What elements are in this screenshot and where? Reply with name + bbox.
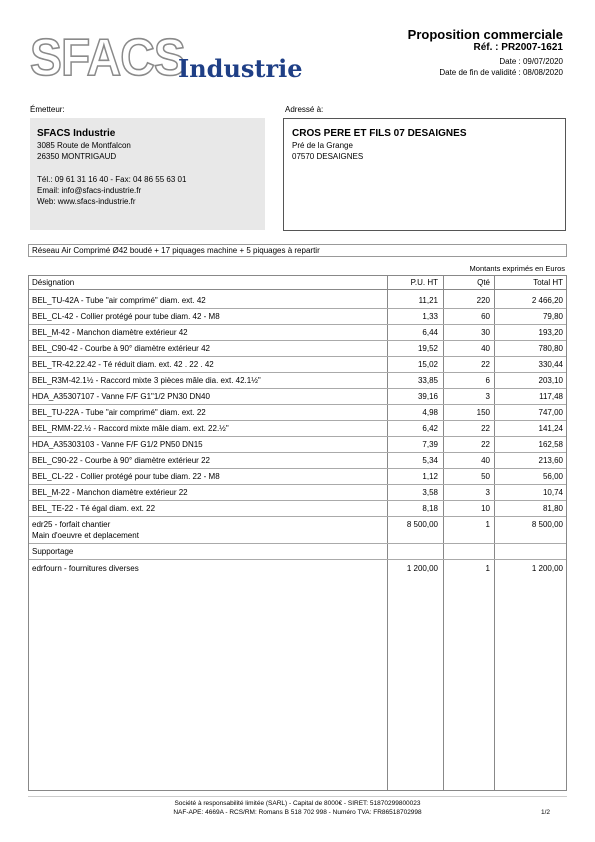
page-number: 1/2 [540, 809, 550, 816]
row-unit-price: 1 200,00 [406, 564, 438, 573]
row-total: 747,00 [538, 408, 563, 417]
header-total: Total HT [533, 278, 563, 287]
row-divider [29, 559, 566, 560]
row-total: 330,44 [538, 360, 563, 369]
row-divider [29, 543, 566, 544]
row-unit-price: 1,12 [422, 472, 438, 481]
row-quantity: 30 [481, 328, 490, 337]
row-divider [29, 500, 566, 501]
row-quantity: 6 [485, 376, 490, 385]
row-quantity: 22 [481, 440, 490, 449]
row-unit-price: 15,02 [417, 360, 438, 369]
row-designation: BEL_RMM-22.½ - Raccord mixte mâle diam. ext. 22.½" [32, 424, 229, 433]
labor-designation: edr25 - forfait chantier [32, 520, 111, 529]
document-date: Date : 09/07/2020 [499, 57, 563, 66]
row-quantity: 22 [481, 360, 490, 369]
row-designation: BEL_M-22 - Manchon diamètre extérieur 22 [32, 488, 188, 497]
company-logo: SFACS [30, 29, 185, 87]
document-title: Proposition commerciale [407, 27, 563, 42]
footer-legal-line1: Société à responsabilité limitée (SARL) - Capital de 8000€ - SIRET: 51870299800023 [174, 800, 421, 807]
row-total: 193,20 [538, 328, 563, 337]
header-divider [29, 289, 566, 290]
emitter-label: Émetteur: [30, 105, 65, 114]
row-designation: BEL_R3M-42.1½ - Raccord mixte 3 pièces mâle dia. ext. 42.1½" [32, 376, 261, 385]
validity-date: Date de fin de validité : 08/08/2020 [439, 68, 563, 77]
row-divider [29, 420, 566, 421]
labor-quantity: 1 [485, 520, 490, 529]
emitter-phone: Tél.: 09 61 31 16 40 - Fax: 04 86 55 63 01 [37, 175, 187, 184]
row-quantity: 150 [476, 408, 490, 417]
row-designation: BEL_C90-42 - Courbe à 90° diamètre extérieur 42 [32, 344, 210, 353]
labor-description: Main d'oeuvre et deplacement [32, 531, 139, 540]
emitter-name: SFACS Industrie [37, 128, 116, 139]
header-unit-price: P.U. HT [410, 278, 438, 287]
row-divider [29, 372, 566, 373]
footer-legal-line2: NAF-APE: 4669A - RCS/RM: Romans B 518 702 998 - Numéro TVA: FR86518702998 [173, 809, 422, 816]
row-divider [29, 308, 566, 309]
row-designation: HDA_A35303103 - Vanne F/F G1/2 PN50 DN15 [32, 440, 203, 449]
row-quantity: 220 [476, 296, 490, 305]
row-divider [29, 516, 566, 517]
quote-subject: Réseau Air Comprimé Ø42 boudé + 17 piquages machine + 5 piquages à repartir [28, 244, 567, 257]
row-unit-price: 6,44 [422, 328, 438, 337]
row-unit-price: 5,34 [422, 456, 438, 465]
row-total: 1 200,00 [531, 564, 563, 573]
row-quantity: 3 [485, 392, 490, 401]
row-quantity: 1 [485, 564, 490, 573]
emitter-address-line1: 3085 Route de Montfalcon [37, 141, 131, 150]
row-designation: HDA_A35307107 - Vanne F/F G1"1/2 PN30 DN40 [32, 392, 210, 401]
row-unit-price: 4,98 [422, 408, 438, 417]
row-divider [29, 356, 566, 357]
emitter-address-line2: 26350 MONTRIGAUD [37, 152, 117, 161]
row-unit-price: 39,16 [417, 392, 438, 401]
row-divider [29, 340, 566, 341]
company-logo-subtitle: Industrie [178, 54, 303, 83]
row-quantity: 40 [481, 344, 490, 353]
footer-divider [28, 796, 567, 797]
header-quantity: Qté [477, 278, 490, 287]
recipient-box [283, 118, 566, 231]
recipient-label: Adressé à: [285, 105, 324, 114]
recipient-address-line1: Pré de la Grange [292, 141, 353, 150]
currency-note: Montants exprimés en Euros [469, 264, 565, 273]
row-unit-price: 7,39 [422, 440, 438, 449]
row-quantity: 10 [481, 504, 490, 513]
row-total: 780,80 [538, 344, 563, 353]
row-total: 203,10 [538, 376, 563, 385]
row-quantity: 3 [485, 488, 490, 497]
row-unit-price: 19,52 [417, 344, 438, 353]
row-designation: BEL_M-42 - Manchon diamètre extérieur 42 [32, 328, 188, 337]
recipient-name: CROS PERE ET FILS 07 DESAIGNES [292, 128, 467, 139]
row-quantity: 50 [481, 472, 490, 481]
labor-total: 8 500,00 [531, 520, 563, 529]
row-total: 81,80 [542, 504, 563, 513]
row-designation: BEL_TU-42A - Tube "air comprimé" diam. ext. 42 [32, 296, 206, 305]
recipient-address-line2: 07570 DESAIGNES [292, 152, 364, 161]
row-divider [29, 404, 566, 405]
row-total: 162,58 [538, 440, 563, 449]
section-title: Supportage [32, 547, 74, 556]
row-quantity: 40 [481, 456, 490, 465]
row-unit-price: 33,85 [417, 376, 438, 385]
row-quantity: 60 [481, 312, 490, 321]
row-total: 141,24 [538, 424, 563, 433]
emitter-website: Web: www.sfacs-industrie.fr [37, 197, 136, 206]
row-unit-price: 3,58 [422, 488, 438, 497]
row-designation: BEL_TR-42.22.42 - Té réduit diam. ext. 42 . 22 . 42 [32, 360, 214, 369]
items-table [28, 275, 567, 791]
row-total: 79,80 [542, 312, 563, 321]
row-designation: BEL_TE-22 - Té égal diam. ext. 22 [32, 504, 156, 513]
row-designation: edrfourn - fournitures diverses [32, 564, 139, 573]
header-designation: Désignation [32, 278, 75, 287]
row-total: 2 466,20 [531, 296, 563, 305]
row-unit-price: 1,33 [422, 312, 438, 321]
row-designation: BEL_CL-42 - Collier protégé pour tube diam. 42 - M8 [32, 312, 220, 321]
row-designation: BEL_CL-22 - Collier protégé pour tube diam. 22 - M8 [32, 472, 220, 481]
row-divider [29, 452, 566, 453]
row-designation: BEL_TU-22A - Tube "air comprimé" diam. ext. 22 [32, 408, 206, 417]
labor-unit-price: 8 500,00 [406, 520, 438, 529]
emitter-box [30, 118, 265, 230]
row-total: 213,60 [538, 456, 563, 465]
row-designation: BEL_C90-22 - Courbe à 90° diamètre extérieur 22 [32, 456, 210, 465]
row-total: 117,48 [539, 392, 563, 401]
row-unit-price: 11,21 [418, 296, 438, 305]
row-divider [29, 436, 566, 437]
row-total: 56,00 [542, 472, 563, 481]
row-divider [29, 388, 566, 389]
row-divider [29, 468, 566, 469]
row-unit-price: 8,18 [422, 504, 438, 513]
row-divider [29, 324, 566, 325]
row-quantity: 22 [481, 424, 490, 433]
row-unit-price: 6,42 [422, 424, 438, 433]
row-divider [29, 484, 566, 485]
row-total: 10,74 [542, 488, 563, 497]
emitter-email: Email: info@sfacs-industrie.fr [37, 186, 142, 195]
document-reference: Réf. : PR2007-1621 [473, 42, 563, 53]
